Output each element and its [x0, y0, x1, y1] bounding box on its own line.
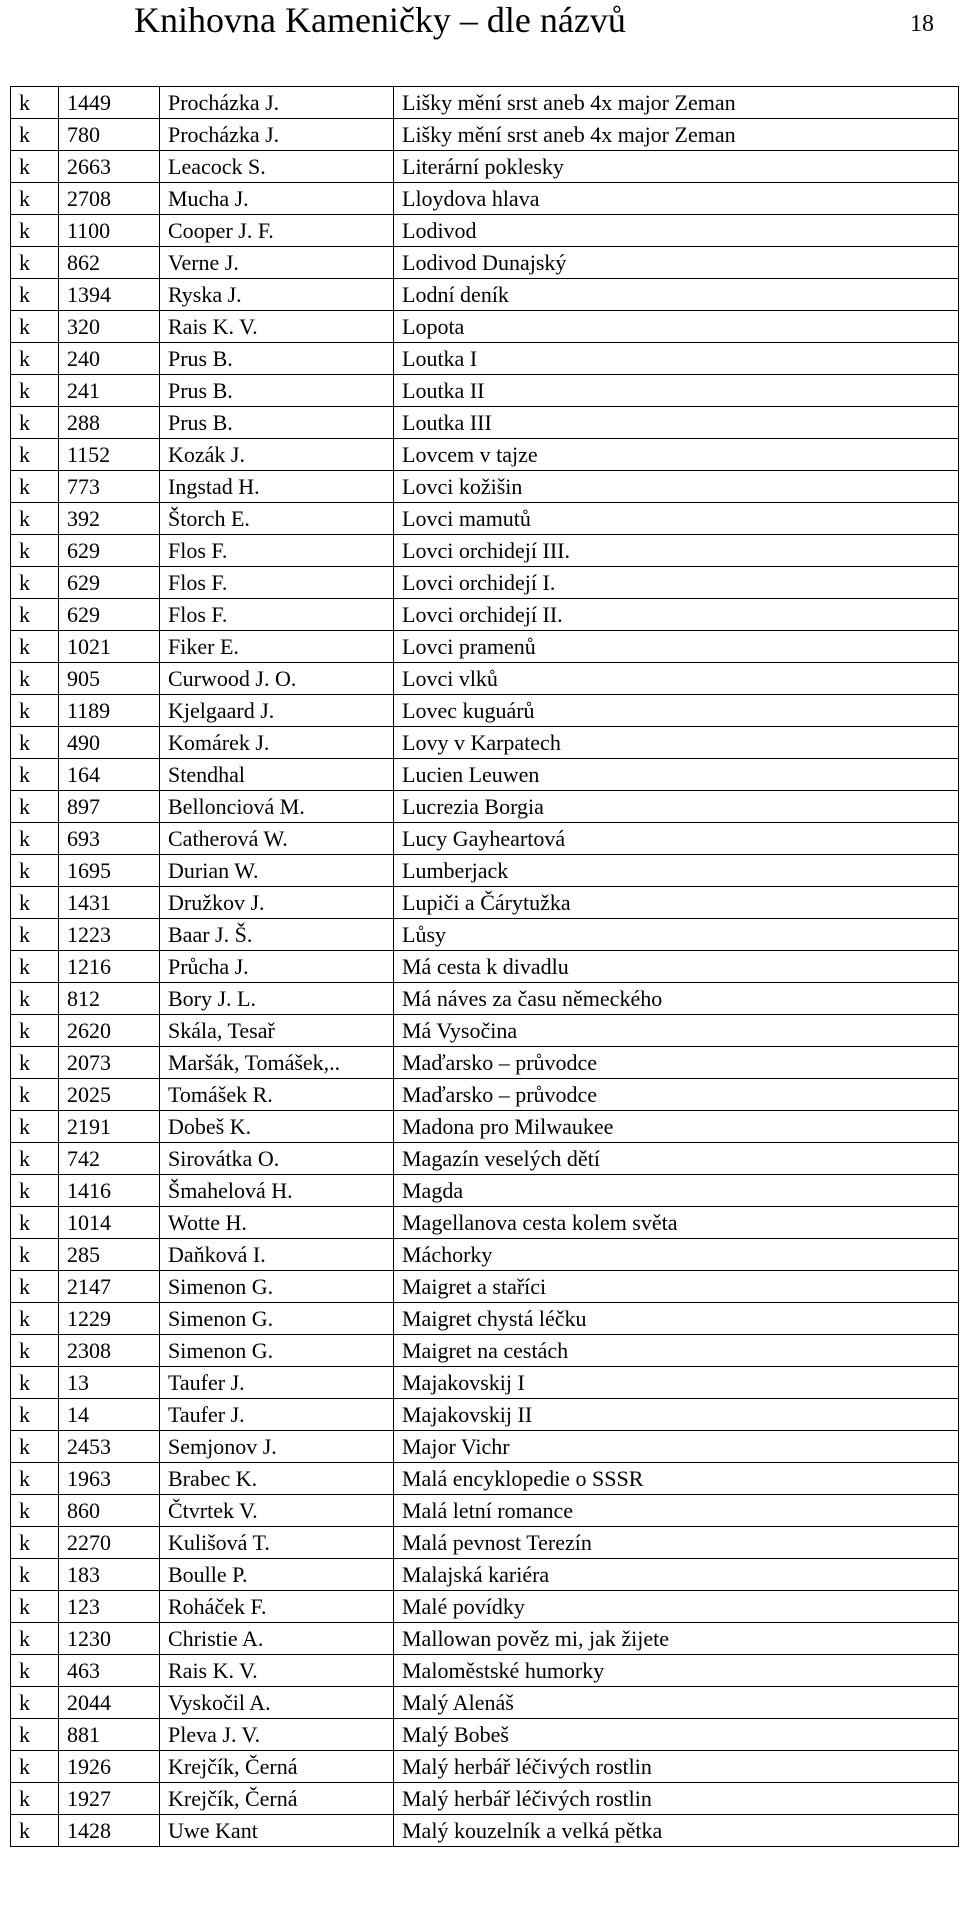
author-cell: Simenon G. [160, 1271, 394, 1303]
title-cell: Má cesta k divadlu [394, 951, 959, 983]
author-cell: Taufer J. [160, 1399, 394, 1431]
table-row [11, 1495, 959, 1527]
title-cell: Lovci mamutů [394, 503, 959, 535]
author-cell: Tomášek R. [160, 1079, 394, 1111]
type-cell: k [11, 311, 59, 343]
page-number: 18 [910, 11, 934, 37]
title-cell: Majakovskij II [394, 1399, 959, 1431]
title-cell: Lodivod Dunajský [394, 247, 959, 279]
table-row [11, 919, 959, 951]
table-row [11, 407, 959, 439]
table-row [11, 1111, 959, 1143]
type-cell: k [11, 855, 59, 887]
number-cell: 241 [59, 375, 160, 407]
author-cell: Daňková I. [160, 1239, 394, 1271]
author-cell: Rais K. V. [160, 311, 394, 343]
type-cell: k [11, 695, 59, 727]
table-row [11, 567, 959, 599]
page-title: Knihovna Kameničky – dle názvů [134, 0, 626, 40]
table-row [11, 1239, 959, 1271]
type-cell: k [11, 183, 59, 215]
title-cell: Lovci orchidejí I. [394, 567, 959, 599]
author-cell: Šmahelová H. [160, 1175, 394, 1207]
type-cell: k [11, 663, 59, 695]
number-cell: 629 [59, 535, 160, 567]
type-cell: k [11, 1751, 59, 1783]
table-row [11, 1143, 959, 1175]
number-cell: 2708 [59, 183, 160, 215]
title-cell: Lumberjack [394, 855, 959, 887]
type-cell: k [11, 1303, 59, 1335]
type-cell: k [11, 791, 59, 823]
author-cell: Krejčík, Černá [160, 1751, 394, 1783]
type-cell: k [11, 599, 59, 631]
number-cell: 1926 [59, 1751, 160, 1783]
title-cell: Lovcem v tajze [394, 439, 959, 471]
title-cell: Lůsy [394, 919, 959, 951]
title-cell: Maigret chystá léčku [394, 1303, 959, 1335]
type-cell: k [11, 951, 59, 983]
title-cell: Malé povídky [394, 1591, 959, 1623]
number-cell: 1014 [59, 1207, 160, 1239]
author-cell: Bory J. L. [160, 983, 394, 1015]
table-row [11, 1399, 959, 1431]
title-cell: Lovci orchidejí III. [394, 535, 959, 567]
title-cell: Lovec kuguárů [394, 695, 959, 727]
table-row [11, 471, 959, 503]
number-cell: 2453 [59, 1431, 160, 1463]
table-row [11, 1367, 959, 1399]
number-cell: 13 [59, 1367, 160, 1399]
type-cell: k [11, 1559, 59, 1591]
author-cell: Boulle P. [160, 1559, 394, 1591]
author-cell: Pleva J. V. [160, 1719, 394, 1751]
table-row [11, 183, 959, 215]
author-cell: Skála, Tesař [160, 1015, 394, 1047]
title-cell: Malý herbář léčivých rostlin [394, 1783, 959, 1815]
number-cell: 1021 [59, 631, 160, 663]
number-cell: 288 [59, 407, 160, 439]
catalog-table-body [11, 87, 959, 1847]
table-row [11, 1175, 959, 1207]
number-cell: 183 [59, 1559, 160, 1591]
author-cell: Catherová W. [160, 823, 394, 855]
table-row [11, 695, 959, 727]
type-cell: k [11, 1047, 59, 1079]
number-cell: 773 [59, 471, 160, 503]
title-cell: Loutka I [394, 343, 959, 375]
type-cell: k [11, 215, 59, 247]
number-cell: 1449 [59, 87, 160, 119]
number-cell: 123 [59, 1591, 160, 1623]
title-cell: Lopota [394, 311, 959, 343]
table-row [11, 1335, 959, 1367]
author-cell: Kozák J. [160, 439, 394, 471]
number-cell: 1927 [59, 1783, 160, 1815]
title-cell: Malá letní romance [394, 1495, 959, 1527]
table-row [11, 1463, 959, 1495]
number-cell: 240 [59, 343, 160, 375]
number-cell: 2620 [59, 1015, 160, 1047]
author-cell: Christie A. [160, 1623, 394, 1655]
author-cell: Curwood J. O. [160, 663, 394, 695]
table-row [11, 343, 959, 375]
number-cell: 860 [59, 1495, 160, 1527]
type-cell: k [11, 1239, 59, 1271]
author-cell: Simenon G. [160, 1303, 394, 1335]
author-cell: Semjonov J. [160, 1431, 394, 1463]
table-row [11, 1527, 959, 1559]
table-row [11, 503, 959, 535]
title-cell: Loutka II [394, 375, 959, 407]
number-cell: 862 [59, 247, 160, 279]
number-cell: 463 [59, 1655, 160, 1687]
author-cell: Mucha J. [160, 183, 394, 215]
title-cell: Malý herbář léčivých rostlin [394, 1751, 959, 1783]
number-cell: 812 [59, 983, 160, 1015]
type-cell: k [11, 1015, 59, 1047]
page-header [0, 0, 960, 70]
author-cell: Taufer J. [160, 1367, 394, 1399]
table-row [11, 727, 959, 759]
title-cell: Lucien Leuwen [394, 759, 959, 791]
title-cell: Má Vysočina [394, 1015, 959, 1047]
title-cell: Lišky mění srst aneb 4x major Zeman [394, 119, 959, 151]
author-cell: Rais K. V. [160, 1655, 394, 1687]
title-cell: Magazín veselých dětí [394, 1143, 959, 1175]
title-cell: Lupiči a Čárytužka [394, 887, 959, 919]
table-row [11, 439, 959, 471]
table-row [11, 1591, 959, 1623]
number-cell: 1230 [59, 1623, 160, 1655]
table-row [11, 951, 959, 983]
author-cell: Čtvrtek V. [160, 1495, 394, 1527]
type-cell: k [11, 119, 59, 151]
table-row [11, 247, 959, 279]
number-cell: 490 [59, 727, 160, 759]
title-cell: Madona pro Milwaukee [394, 1111, 959, 1143]
table-row [11, 119, 959, 151]
author-cell: Uwe Kant [160, 1815, 394, 1847]
title-cell: Malá pevnost Terezín [394, 1527, 959, 1559]
type-cell: k [11, 823, 59, 855]
type-cell: k [11, 87, 59, 119]
table-row [11, 215, 959, 247]
table-row [11, 791, 959, 823]
type-cell: k [11, 631, 59, 663]
title-cell: Malajská kariéra [394, 1559, 959, 1591]
type-cell: k [11, 1143, 59, 1175]
author-cell: Družkov J. [160, 887, 394, 919]
table-row [11, 823, 959, 855]
author-cell: Štorch E. [160, 503, 394, 535]
author-cell: Brabec K. [160, 1463, 394, 1495]
table-row [11, 375, 959, 407]
number-cell: 1216 [59, 951, 160, 983]
table-row [11, 1559, 959, 1591]
author-cell: Flos F. [160, 567, 394, 599]
author-cell: Flos F. [160, 535, 394, 567]
type-cell: k [11, 1399, 59, 1431]
title-cell: Lišky mění srst aneb 4x major Zeman [394, 87, 959, 119]
type-cell: k [11, 471, 59, 503]
title-cell: Maigret na cestách [394, 1335, 959, 1367]
number-cell: 780 [59, 119, 160, 151]
type-cell: k [11, 759, 59, 791]
number-cell: 1416 [59, 1175, 160, 1207]
type-cell: k [11, 1783, 59, 1815]
number-cell: 693 [59, 823, 160, 855]
author-cell: Maršák, Tomášek,.. [160, 1047, 394, 1079]
table-row [11, 983, 959, 1015]
type-cell: k [11, 535, 59, 567]
number-cell: 285 [59, 1239, 160, 1271]
number-cell: 164 [59, 759, 160, 791]
type-cell: k [11, 151, 59, 183]
author-cell: Verne J. [160, 247, 394, 279]
title-cell: Loutka III [394, 407, 959, 439]
number-cell: 2191 [59, 1111, 160, 1143]
number-cell: 2147 [59, 1271, 160, 1303]
title-cell: Lovci pramenů [394, 631, 959, 663]
title-cell: Maloměstské humorky [394, 1655, 959, 1687]
number-cell: 2270 [59, 1527, 160, 1559]
author-cell: Flos F. [160, 599, 394, 631]
number-cell: 1223 [59, 919, 160, 951]
type-cell: k [11, 375, 59, 407]
table-row [11, 1271, 959, 1303]
title-cell: Mallowan pověz mi, jak žijete [394, 1623, 959, 1655]
number-cell: 320 [59, 311, 160, 343]
number-cell: 2308 [59, 1335, 160, 1367]
author-cell: Durian W. [160, 855, 394, 887]
title-cell: Má náves za času německého [394, 983, 959, 1015]
title-cell: Malý Alenáš [394, 1687, 959, 1719]
table-row [11, 855, 959, 887]
number-cell: 1431 [59, 887, 160, 919]
number-cell: 14 [59, 1399, 160, 1431]
title-cell: Lucrezia Borgia [394, 791, 959, 823]
number-cell: 881 [59, 1719, 160, 1751]
number-cell: 2044 [59, 1687, 160, 1719]
type-cell: k [11, 1271, 59, 1303]
author-cell: Fiker E. [160, 631, 394, 663]
author-cell: Baar J. Š. [160, 919, 394, 951]
title-cell: Malý Bobeš [394, 1719, 959, 1751]
number-cell: 392 [59, 503, 160, 535]
author-cell: Prus B. [160, 343, 394, 375]
number-cell: 905 [59, 663, 160, 695]
number-cell: 2663 [59, 151, 160, 183]
number-cell: 897 [59, 791, 160, 823]
author-cell: Leacock S. [160, 151, 394, 183]
author-cell: Prus B. [160, 407, 394, 439]
type-cell: k [11, 1431, 59, 1463]
type-cell: k [11, 1079, 59, 1111]
table-row [11, 759, 959, 791]
table-row [11, 279, 959, 311]
author-cell: Kjelgaard J. [160, 695, 394, 727]
type-cell: k [11, 1655, 59, 1687]
type-cell: k [11, 279, 59, 311]
table-row [11, 311, 959, 343]
title-cell: Magda [394, 1175, 959, 1207]
author-cell: Sirovátka O. [160, 1143, 394, 1175]
number-cell: 629 [59, 599, 160, 631]
number-cell: 2073 [59, 1047, 160, 1079]
table-row [11, 887, 959, 919]
number-cell: 1963 [59, 1463, 160, 1495]
number-cell: 1152 [59, 439, 160, 471]
title-cell: Máchorky [394, 1239, 959, 1271]
author-cell: Procházka J. [160, 87, 394, 119]
title-cell: Literární poklesky [394, 151, 959, 183]
table-row [11, 1431, 959, 1463]
title-cell: Lovci kožišin [394, 471, 959, 503]
number-cell: 1695 [59, 855, 160, 887]
table-row [11, 1623, 959, 1655]
author-cell: Ryska J. [160, 279, 394, 311]
table-row [11, 535, 959, 567]
table-row [11, 631, 959, 663]
author-cell: Dobeš K. [160, 1111, 394, 1143]
type-cell: k [11, 983, 59, 1015]
table-row [11, 1655, 959, 1687]
title-cell: Majakovskij I [394, 1367, 959, 1399]
type-cell: k [11, 1175, 59, 1207]
type-cell: k [11, 1815, 59, 1847]
title-cell: Lucy Gayheartová [394, 823, 959, 855]
author-cell: Kulišová T. [160, 1527, 394, 1559]
type-cell: k [11, 1623, 59, 1655]
author-cell: Roháček F. [160, 1591, 394, 1623]
table-row [11, 663, 959, 695]
title-cell: Maďarsko – průvodce [394, 1079, 959, 1111]
table-row [11, 1079, 959, 1111]
number-cell: 1394 [59, 279, 160, 311]
number-cell: 1189 [59, 695, 160, 727]
type-cell: k [11, 1463, 59, 1495]
author-cell: Vyskočil A. [160, 1687, 394, 1719]
author-cell: Průcha J. [160, 951, 394, 983]
title-cell: Magellanova cesta kolem světa [394, 1207, 959, 1239]
catalog-table [10, 86, 959, 1847]
title-cell: Malá encyklopedie o SSSR [394, 1463, 959, 1495]
author-cell: Bellonciová M. [160, 791, 394, 823]
type-cell: k [11, 1591, 59, 1623]
type-cell: k [11, 919, 59, 951]
type-cell: k [11, 1207, 59, 1239]
table-row [11, 599, 959, 631]
title-cell: Lloydova hlava [394, 183, 959, 215]
type-cell: k [11, 727, 59, 759]
number-cell: 2025 [59, 1079, 160, 1111]
table-row [11, 1719, 959, 1751]
title-cell: Malý kouzelník a velká pětka [394, 1815, 959, 1847]
author-cell: Wotte H. [160, 1207, 394, 1239]
author-cell: Prus B. [160, 375, 394, 407]
type-cell: k [11, 887, 59, 919]
type-cell: k [11, 503, 59, 535]
author-cell: Komárek J. [160, 727, 394, 759]
type-cell: k [11, 1527, 59, 1559]
type-cell: k [11, 1367, 59, 1399]
table-row [11, 1047, 959, 1079]
type-cell: k [11, 247, 59, 279]
number-cell: 1428 [59, 1815, 160, 1847]
type-cell: k [11, 1335, 59, 1367]
title-cell: Lovci orchidejí II. [394, 599, 959, 631]
type-cell: k [11, 1719, 59, 1751]
table-row [11, 1303, 959, 1335]
table-row [11, 1751, 959, 1783]
title-cell: Major Vichr [394, 1431, 959, 1463]
title-cell: Lovci vlků [394, 663, 959, 695]
number-cell: 742 [59, 1143, 160, 1175]
author-cell: Ingstad H. [160, 471, 394, 503]
type-cell: k [11, 1111, 59, 1143]
author-cell: Cooper J. F. [160, 215, 394, 247]
author-cell: Simenon G. [160, 1335, 394, 1367]
title-cell: Maigret a staříci [394, 1271, 959, 1303]
table-row [11, 1783, 959, 1815]
author-cell: Stendhal [160, 759, 394, 791]
number-cell: 629 [59, 567, 160, 599]
table-row [11, 1015, 959, 1047]
table-row [11, 1687, 959, 1719]
author-cell: Krejčík, Černá [160, 1783, 394, 1815]
title-cell: Lodní deník [394, 279, 959, 311]
table-row [11, 1815, 959, 1847]
title-cell: Lovy v Karpatech [394, 727, 959, 759]
author-cell: Procházka J. [160, 119, 394, 151]
type-cell: k [11, 1495, 59, 1527]
title-cell: Maďarsko – průvodce [394, 1047, 959, 1079]
type-cell: k [11, 439, 59, 471]
table-row [11, 1207, 959, 1239]
title-cell: Lodivod [394, 215, 959, 247]
type-cell: k [11, 407, 59, 439]
type-cell: k [11, 567, 59, 599]
table-row [11, 87, 959, 119]
type-cell: k [11, 1687, 59, 1719]
table-row [11, 151, 959, 183]
type-cell: k [11, 343, 59, 375]
number-cell: 1229 [59, 1303, 160, 1335]
number-cell: 1100 [59, 215, 160, 247]
